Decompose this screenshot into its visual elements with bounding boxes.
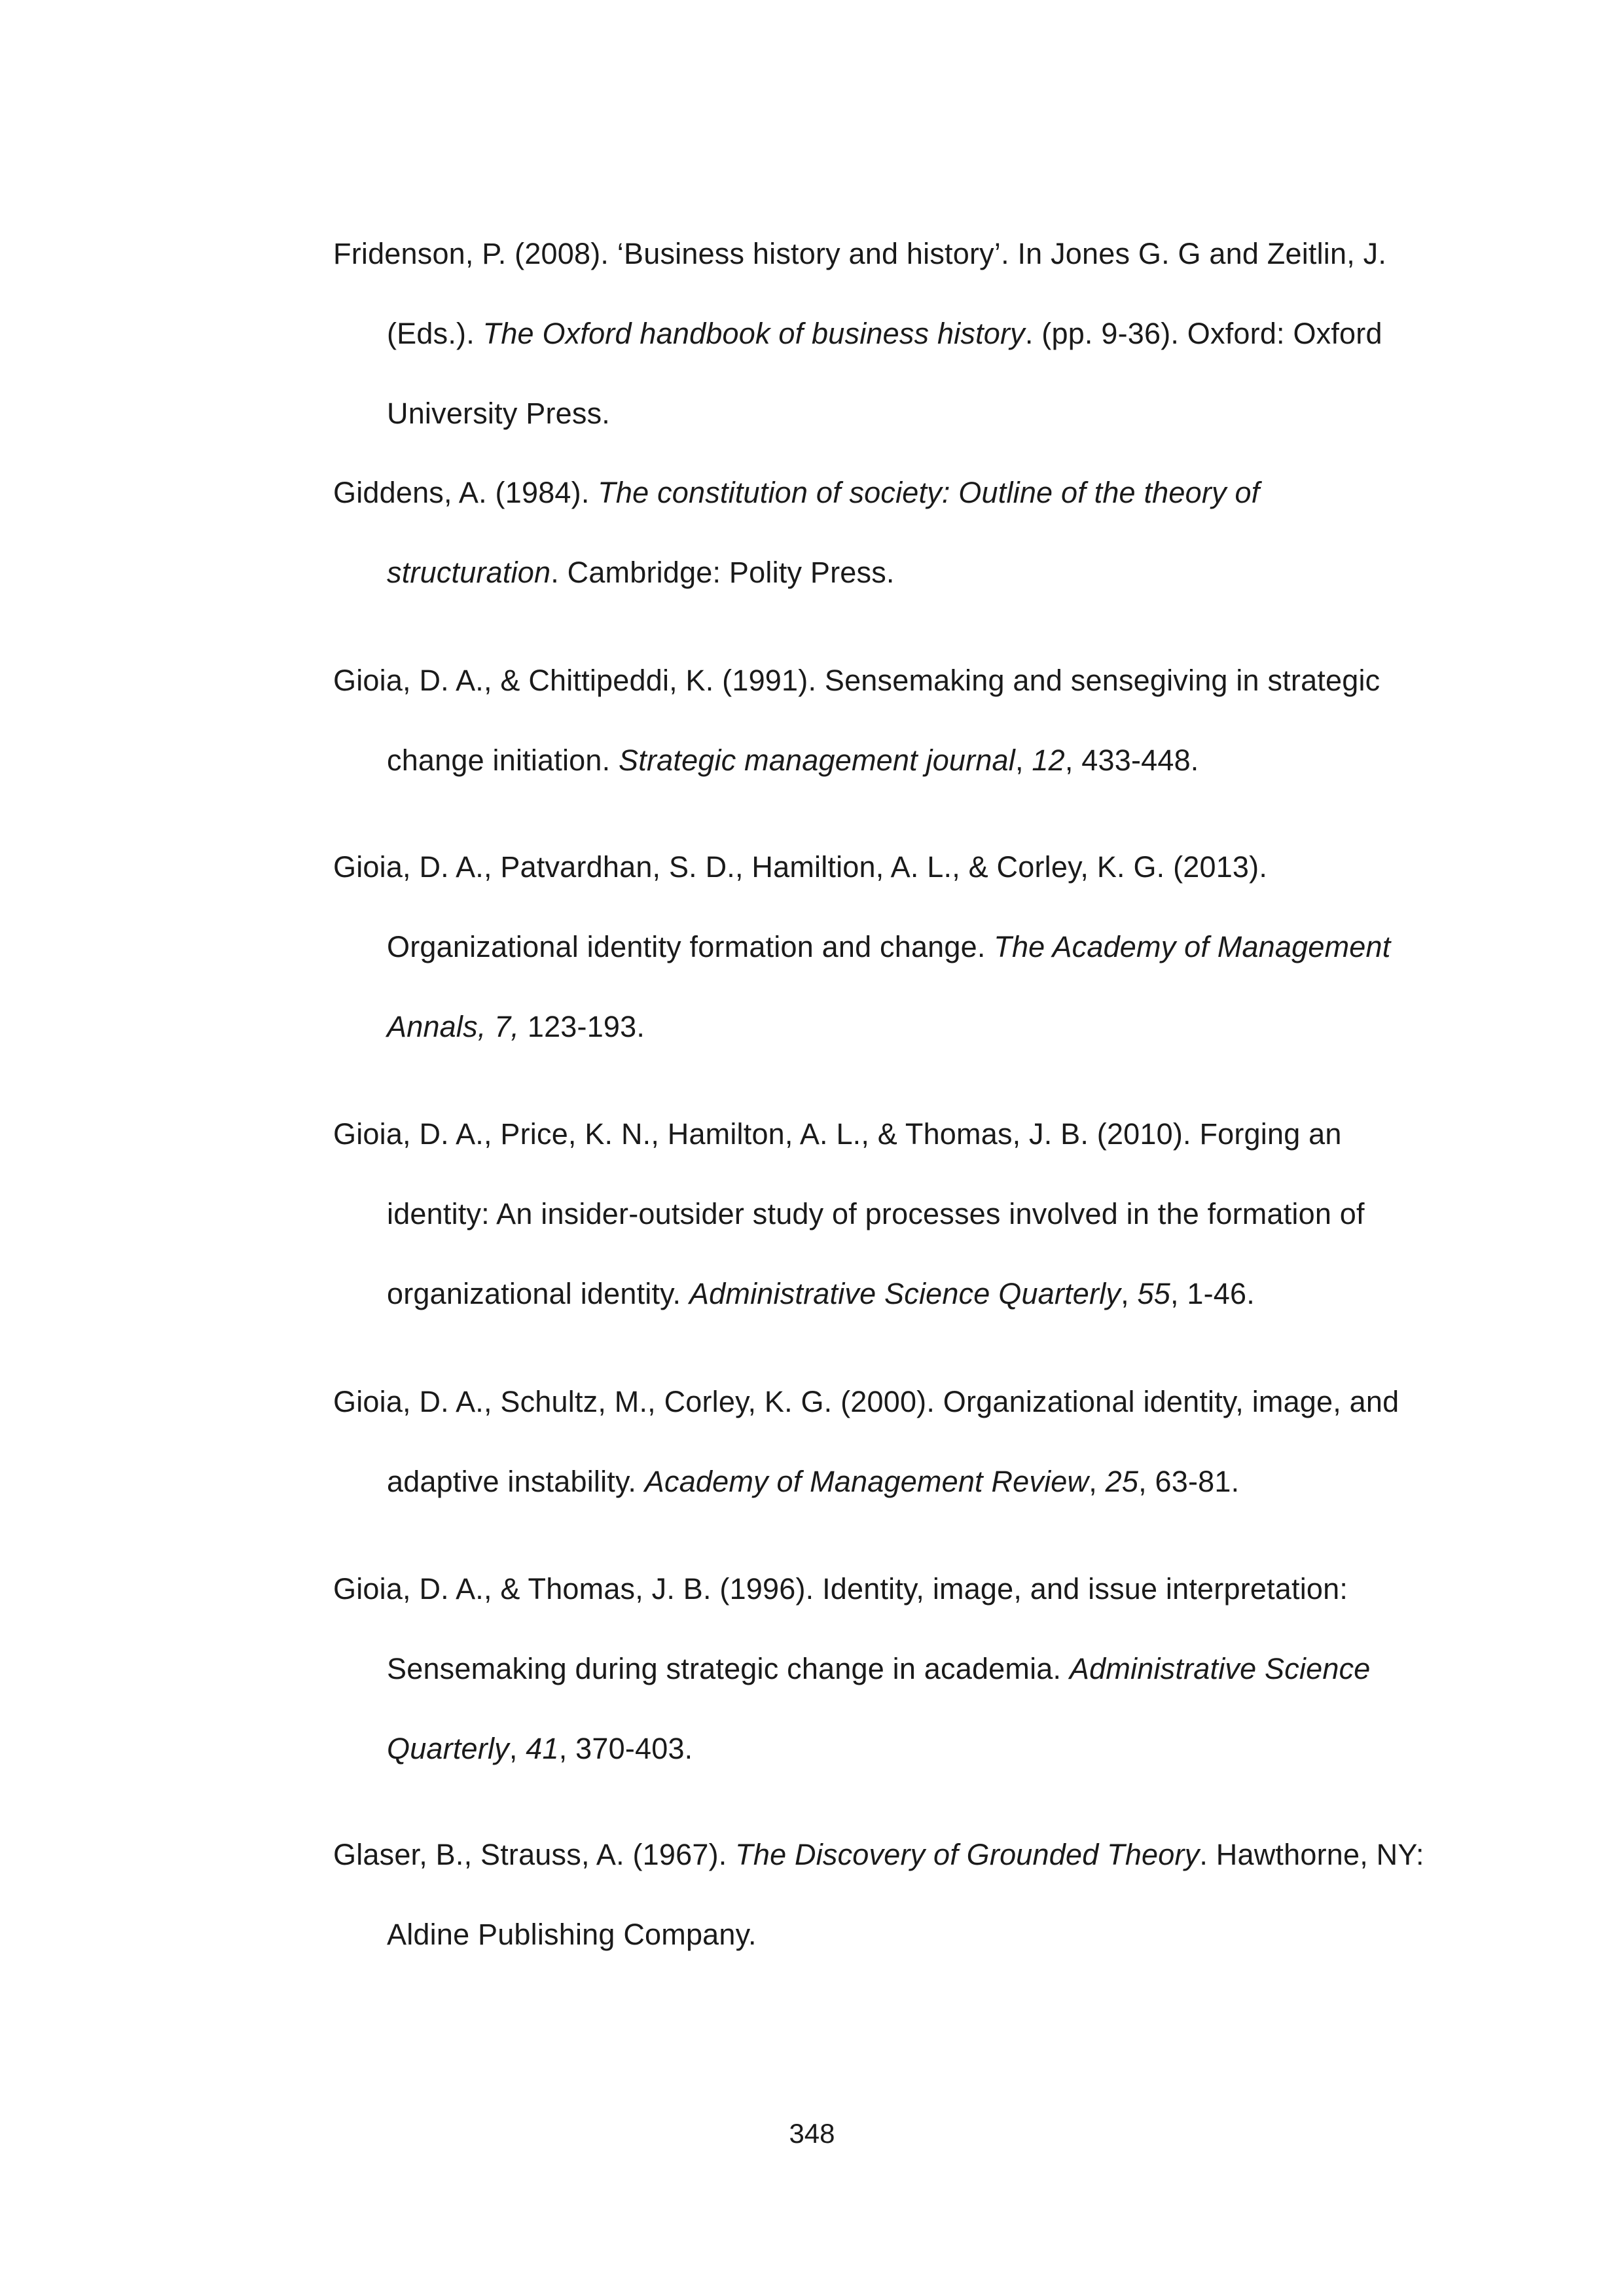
reference-title: The Discovery of Grounded Theory [735, 1838, 1200, 1871]
reference-text: Fridenson, P. (2008). ‘Business history and history’. In Jones G. G and Zeitlin, J. [333, 237, 1387, 270]
reference-text: (Eds.). [387, 317, 483, 350]
reference-text: 123-193. [519, 1010, 645, 1043]
reference-line [387, 314, 1382, 353]
reference-text: , 370-403. [558, 1732, 693, 1765]
reference-text: adaptive instability. [387, 1465, 645, 1498]
reference-text: Giddens, A. (1984). [333, 476, 598, 509]
reference-title: The Oxford handbook of business history [482, 317, 1025, 350]
reference-text: Gioia, D. A., Patvardhan, S. D., Hamiltion, A. L., & Corley, K. G. (2013). [333, 850, 1268, 884]
reference-line [387, 553, 895, 592]
reference-text: . Hawthorne, NY: [1199, 1838, 1424, 1871]
reference-text: organizational identity. [387, 1277, 689, 1310]
reference-text: identity: An insider-outsider study of processes involved in the formation of [387, 1197, 1365, 1230]
reference-line [387, 1729, 693, 1768]
reference-line [387, 394, 610, 433]
reference-text: Gioia, D. A., & Thomas, J. B. (1996). Identity, image, and issue interpretation: [333, 1572, 1348, 1605]
reference-line [333, 234, 1386, 274]
reference-text: , 1-46. [1170, 1277, 1255, 1310]
page-number: 348 [789, 2118, 835, 2149]
reference-journal: Strategic management journal [619, 744, 1015, 777]
reference-line [333, 473, 1259, 512]
reference-journal: Academy of Management Review [644, 1465, 1089, 1498]
reference-volume: 55 [1137, 1277, 1170, 1310]
reference-title: The constitution of society: Outline of the theory of [598, 476, 1260, 509]
reference-volume: 12 [1032, 744, 1065, 777]
reference-line [387, 1462, 1239, 1501]
reference-journal: Administrative Science Quarterly [689, 1277, 1121, 1310]
reference-text: , [509, 1732, 526, 1765]
reference-line [333, 1382, 1399, 1422]
reference-line [387, 1274, 1255, 1314]
reference-line [333, 848, 1267, 887]
reference-text: Organizational identity formation and change. [387, 930, 994, 963]
reference-line [333, 1570, 1348, 1609]
reference-text: Glaser, B., Strauss, A. (1967). [333, 1838, 736, 1871]
reference-line [387, 1915, 757, 1954]
reference-volume: 25 [1105, 1465, 1139, 1498]
reference-journal: Annals, 7, [387, 1010, 520, 1043]
reference-text: Gioia, D. A., & Chittipeddi, K. (1991). Sensemaking and sensegiving in strategic [333, 664, 1380, 697]
reference-text: . Cambridge: Polity Press. [550, 556, 895, 589]
reference-line [333, 1835, 1424, 1874]
reference-text: change initiation. [387, 744, 619, 777]
reference-journal: Administrative Science [1069, 1652, 1371, 1685]
reference-text: , [1015, 744, 1032, 777]
reference-volume: 41 [526, 1732, 559, 1765]
reference-text: Aldine Publishing Company. [387, 1918, 757, 1951]
reference-text: , [1121, 1277, 1138, 1310]
reference-text: University Press. [387, 397, 610, 430]
reference-journal: Quarterly [387, 1732, 509, 1765]
reference-title: structuration [387, 556, 551, 589]
reference-journal: The Academy of Management [994, 930, 1391, 963]
reference-line [333, 661, 1380, 700]
reference-line [387, 927, 1390, 967]
reference-text: Gioia, D. A., Schultz, M., Corley, K. G. (2000). Organizational identity, image, and [333, 1385, 1399, 1418]
reference-text: Sensemaking during strategic change in academia. [387, 1652, 1070, 1685]
reference-line [387, 741, 1199, 780]
reference-line [387, 1194, 1365, 1234]
reference-text: . (pp. 9-36). Oxford: Oxford [1024, 317, 1382, 350]
reference-line [333, 1115, 1342, 1154]
reference-text: Gioia, D. A., Price, K. N., Hamilton, A. L., & Thomas, J. B. (2010). Forging an [333, 1117, 1342, 1151]
reference-text: , 63-81. [1138, 1465, 1240, 1498]
reference-line [387, 1649, 1371, 1689]
reference-line [387, 1007, 645, 1047]
reference-text: , 433-448. [1064, 744, 1199, 777]
reference-text: , [1089, 1465, 1106, 1498]
